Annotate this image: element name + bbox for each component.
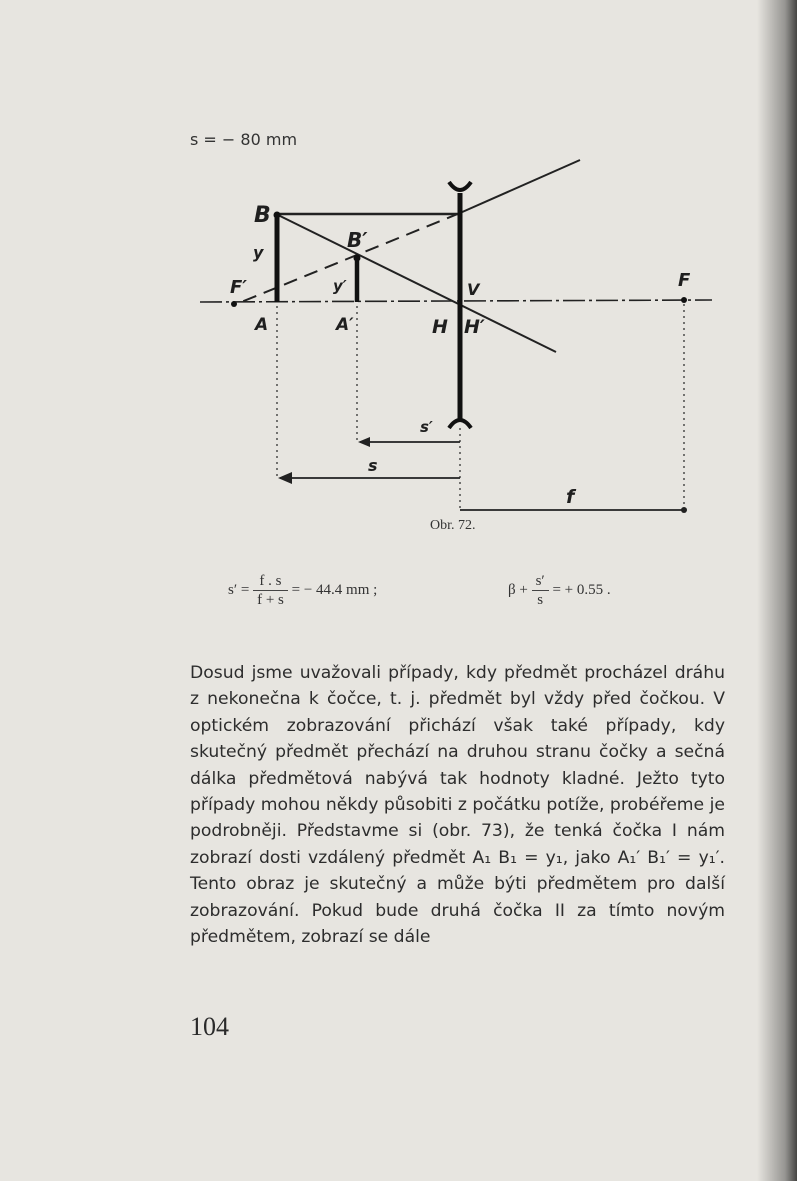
lens-top-mark — [449, 182, 471, 190]
page-number: 104 — [190, 1012, 229, 1041]
label-h-prime: H′ — [464, 316, 485, 338]
ray-refracted — [460, 160, 580, 213]
formula-right-lhs: β + — [508, 581, 528, 598]
lens-bottom-mark — [449, 420, 471, 428]
label-f: F — [678, 270, 691, 291]
figure-caption: Obr. 72. — [430, 518, 476, 533]
paragraph-text: Dosud jsme uvažovali případy, kdy předmět procházel dráhu z nekonečna k čočce, t. j. předmět byl vždy před čočkou. V optickém zobrazování přichází však také případy, kdy skutečný předmět přechází na druhou stranu čočky a sečná dálka předmětová nabývá tak hodnoty kladné. Ježto tyto případy mohou někdy působiti z počátku potíže, probéřeme je podrobněji. Představme si (obr. 73), že tenká čočka I nám zobrazí dosti vzdálený předmět A₁ B₁ = y₁, jako A₁′ B₁′ = y₁′. Tento obraz je skutečný a může býti předmětem pro další zobrazování. Pokud bude druhá čočka II za tímto novým předmětem, zobrazí se dále — [190, 663, 725, 948]
label-f-prime: F′ — [230, 277, 248, 298]
label-y: y — [253, 243, 264, 262]
focal-point-f-prime — [231, 301, 237, 307]
formula-s-prime — [228, 572, 377, 622]
formula-right-denominator: s — [537, 592, 544, 608]
formula-right-fraction — [532, 572, 549, 609]
label-s: s — [368, 456, 378, 475]
body-paragraph — [190, 660, 725, 950]
label-a: A — [255, 315, 269, 335]
focal-point-f — [681, 297, 687, 303]
label-v: V — [467, 280, 480, 299]
label-b-prime: B′ — [347, 228, 368, 252]
formula-left-result: = − 44.4 mm ; — [291, 581, 378, 598]
label-h: H — [432, 316, 448, 338]
formula-left-lhs: s′ = — [228, 581, 250, 598]
label-b: B — [254, 203, 271, 228]
point-b — [274, 212, 281, 219]
label-a-prime: A′ — [336, 315, 354, 335]
formula-right-result: = + 0.55 . — [552, 581, 611, 598]
formula-left-fraction — [253, 572, 288, 609]
lens-diagram — [0, 0, 797, 560]
formula-magnification — [508, 572, 611, 622]
lens-center — [458, 300, 463, 305]
label-f-dimension: f — [566, 486, 575, 508]
object-distance-line: s = − 80 mm — [190, 130, 298, 149]
formula-left-denominator: f + s — [257, 592, 284, 608]
formula-right-numerator: s′ — [532, 572, 549, 591]
point-b-prime — [354, 255, 361, 262]
formula-left-numerator: f . s — [253, 572, 288, 591]
ray-through-center — [276, 214, 556, 352]
label-y-prime: y′ — [333, 277, 347, 295]
label-s-prime: s′ — [420, 418, 433, 436]
